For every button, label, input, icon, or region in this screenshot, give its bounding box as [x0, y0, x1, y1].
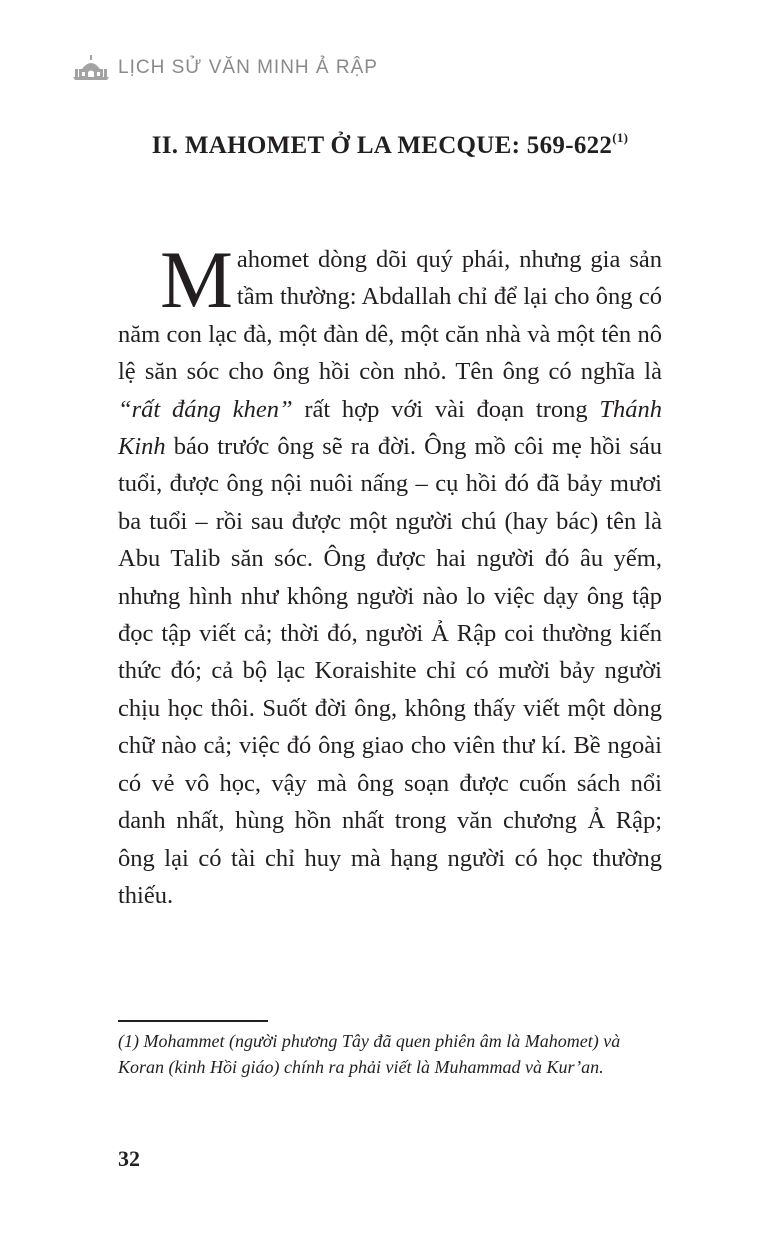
running-title: LỊCH SỬ VĂN MINH Ả RẬP [118, 57, 378, 78]
running-header [72, 44, 378, 92]
footnote-divider [118, 1020, 268, 1022]
paragraph-text-start: ahomet dòng dõi quý phái, nhưng gia sản tầm thường: Abdallah chỉ để lại cho ông có năm con lạc đà, một đàn dê, một căn nhà và một tên nô lệ săn sóc cho ông hồi còn nhỏ. Tên ông có nghĩa là [118, 246, 662, 386]
body-paragraph [118, 234, 662, 914]
drop-cap: M [160, 234, 233, 325]
mosque-icon [72, 55, 110, 81]
quote-italic: “rất đáng khen” [118, 395, 293, 423]
chapter-title [0, 130, 780, 160]
paragraph-text-mid: rất hợp với vài đoạn trong [292, 395, 600, 423]
page-number: 32 [118, 1146, 140, 1171]
footnote-reference[interactable]: (1) [612, 130, 629, 145]
chapter-title-text: II. MAHOMET Ở LA MECQUE: 569-622 [151, 132, 613, 159]
footnote: (1) Mohammet (người phương Tây đã quen phiên âm là Mahomet) và Koran (kinh Hồi giáo) chính ra phải viết là Muhammad và Kur’an. [118, 1031, 621, 1077]
book-title-italic: Thánh Kinh [118, 395, 662, 461]
paragraph-text-end: báo trước ông sẽ ra đời. Ông mồ côi mẹ hồi sáu tuổi, được ông nội nuôi nấng – cụ hồi đó đã bảy mươi ba tuổi – rồi sau được một người chú (hay bác) tên là Abu Talib săn sóc. Ông được hai người đó âu yếm, nhưng hình như không người nào lo việc dạy ông tập đọc tập viết cả; thời đó, người Ả Rập coi thường kiến thức đó; cả bộ lạc Koraishite chỉ có mười bảy người chịu học thôi. Suốt đời ông, không thấy viết một dòng chữ nào cả; việc đó ông giao cho viên thư kí. Bề ngoài có vẻ vô học, vậy mà ông soạn được cuốn sách nổi danh nhất, hùng hồn nhất trong văn chương Ả Rập; ông lại có tài chỉ huy mà hạng người có học thường thiếu. [118, 433, 662, 909]
